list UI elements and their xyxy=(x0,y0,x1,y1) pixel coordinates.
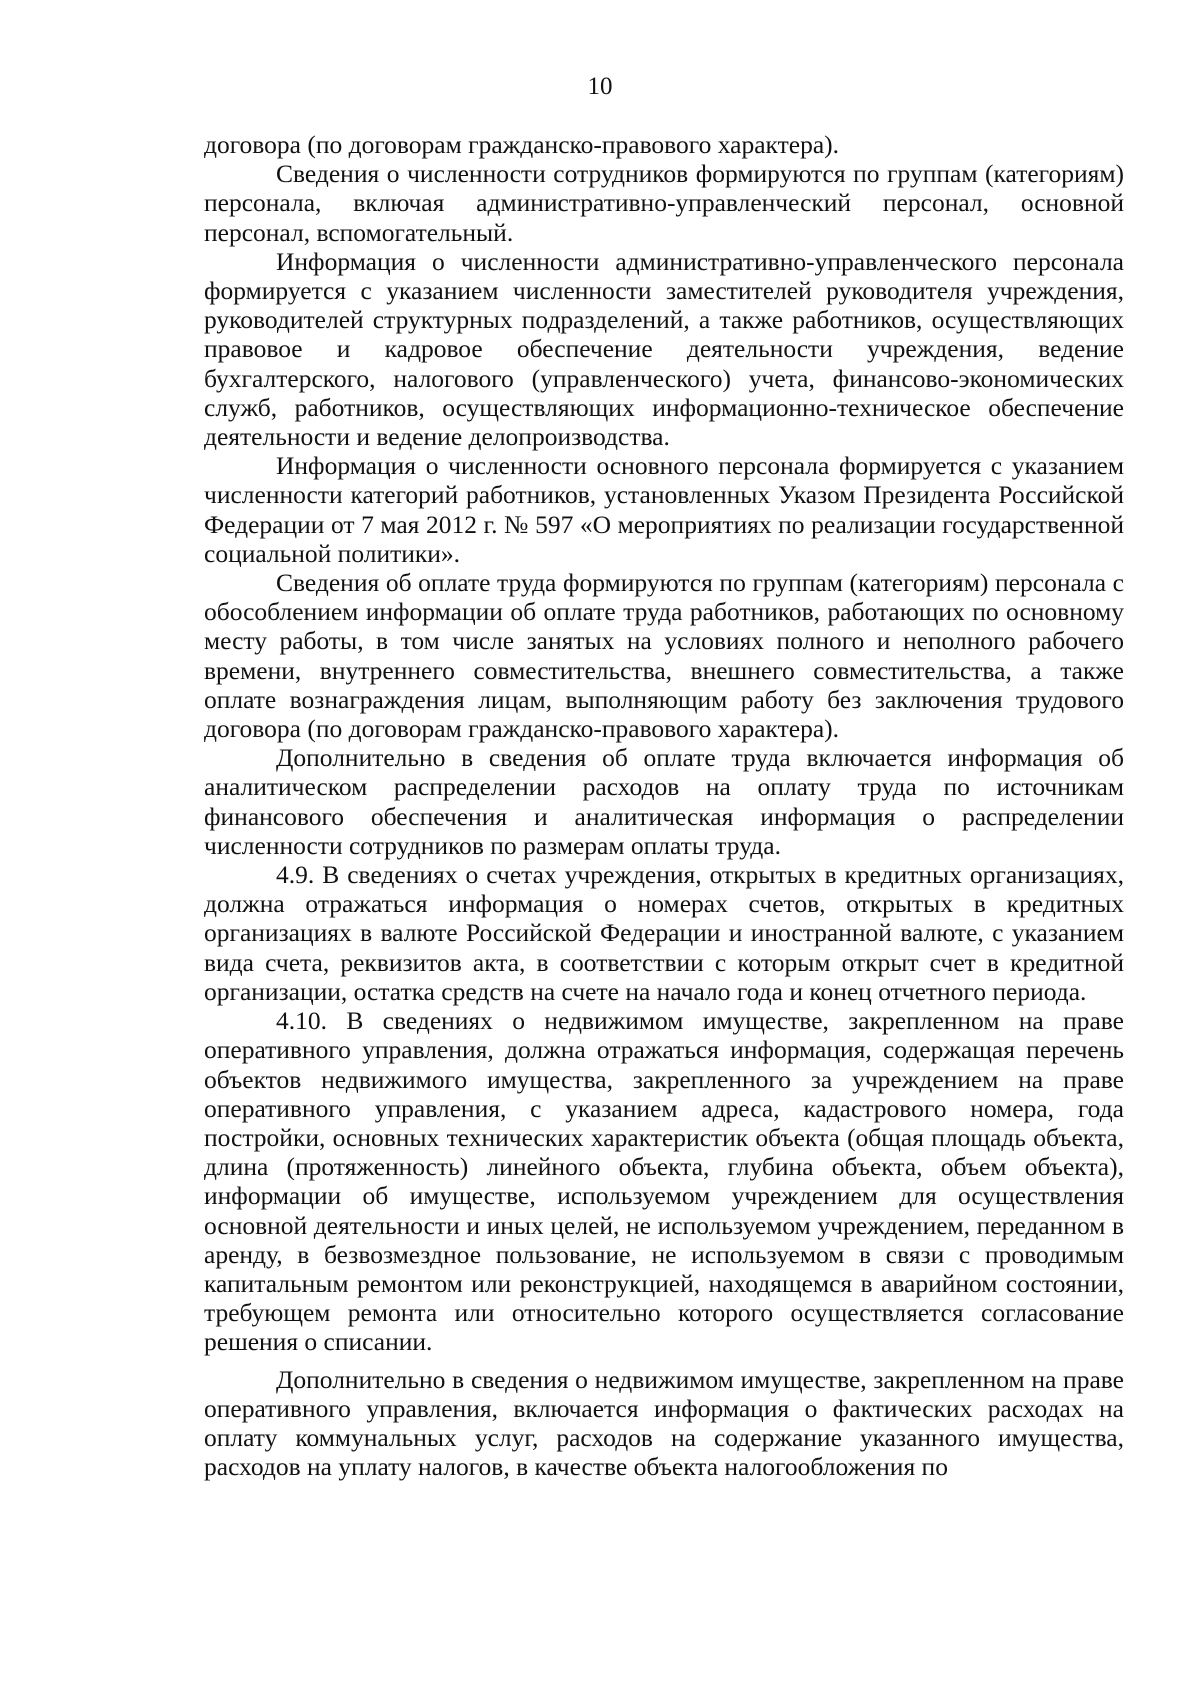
paragraph-real-estate-additional: Дополнительно в сведения о недвижимом имуществе, закрепленном на праве оперативного управления, включается информация о фактических расходах на оплату коммунальных услуг, расходов на содержание указанного имущества, расходов на уплату налогов, в качестве объекта налогообложения по xyxy=(204,1364,1124,1482)
paragraph-section-4-9: 4.9. В сведениях о счетах учреждения, открытых в кредитных организациях, должна отражаться информация о номерах счетов, открытых в кредитных организациях в валюте Российской Федерации и иностранной валюте, с указанием вида счета, реквизитов акта, в соответствии с которым открыт счет в кредитной организации, остатка средств на счете на начало года и конец отчетного периода. xyxy=(204,860,1124,1006)
paragraph-pay-info: Сведения об оплате труда формируются по группам (категориям) персонала с обособлением информации об оплате труда работников, работающих по основному месту работы, в том числе занятых на условиях полного и неполного рабочего времени, внутреннего совместительства, внешнего совместительства, а также оплате вознаграждения лицам, выполняющим работу без заключения трудового договора (по договорам гражданско-правового характера). xyxy=(204,568,1124,744)
paragraph-continuation: договора (по договорам гражданско-правового характера). xyxy=(204,130,839,159)
paragraph-main-staff: Информация о численности основного персонала формируется с указанием численности категорий работников, установленных Указом Президента Российской Федерации от 7 мая 2012 г. № 597 «О мероприятиях по реализации государственной социальной политики». xyxy=(204,451,1124,568)
paragraph-staff-count: Сведения о численности сотрудников формируются по группам (категориям) персонала, включая административно-управленческий персонал, основной персонал, вспомогательный. xyxy=(204,159,1124,247)
page-number: 10 xyxy=(587,73,613,100)
paragraph-admin-staff: Информация о численности административно-управленческого персонала формируется с указанием численности заместителей руководителя учреждения, руководителей структурных подразделений, а также работников, осуществляющих правовое и кадровое обеспечение деятельности учреждения, ведение бухгалтерского, налогового (управленческого) учета, финансово-экономических служб, работников, осуществляющих информационно-техническое обеспечение деятельности и ведение делопроизводства. xyxy=(204,246,1124,452)
document-body xyxy=(204,130,1124,1481)
paragraph-pay-additional: Дополнительно в сведения об оплате труда включается информация об аналитическом распределении расходов на оплату труда по источникам финансового обеспечения и аналитическая информация о распределении численности сотрудников по размерам оплаты труда. xyxy=(204,743,1124,860)
paragraph-section-4-10: 4.10. В сведениях о недвижимом имуществе, закрепленном на праве оперативного управления, должна отражаться информация, содержащая перечень объектов недвижимого имущества, закрепленного за учреждением на праве оперативного управления, с указанием адреса, кадастрового номера, года постройки, основных технических характеристик объекта (общая площадь объекта, длина (протяженность) линейного объекта, глубина объекта, объем объекта), информации об имуществе, используемом учреждением для осуществления основной деятельности и иных целей, не используемом учреждением, переданном в аренду, в безвозмездное пользование, не используемом в связи с проводимым капитальным ремонтом или реконструкцией, находящемся в аварийном состоянии, требующем ремонта или относительно которого осуществляется согласование решения о списании. xyxy=(204,1006,1124,1357)
